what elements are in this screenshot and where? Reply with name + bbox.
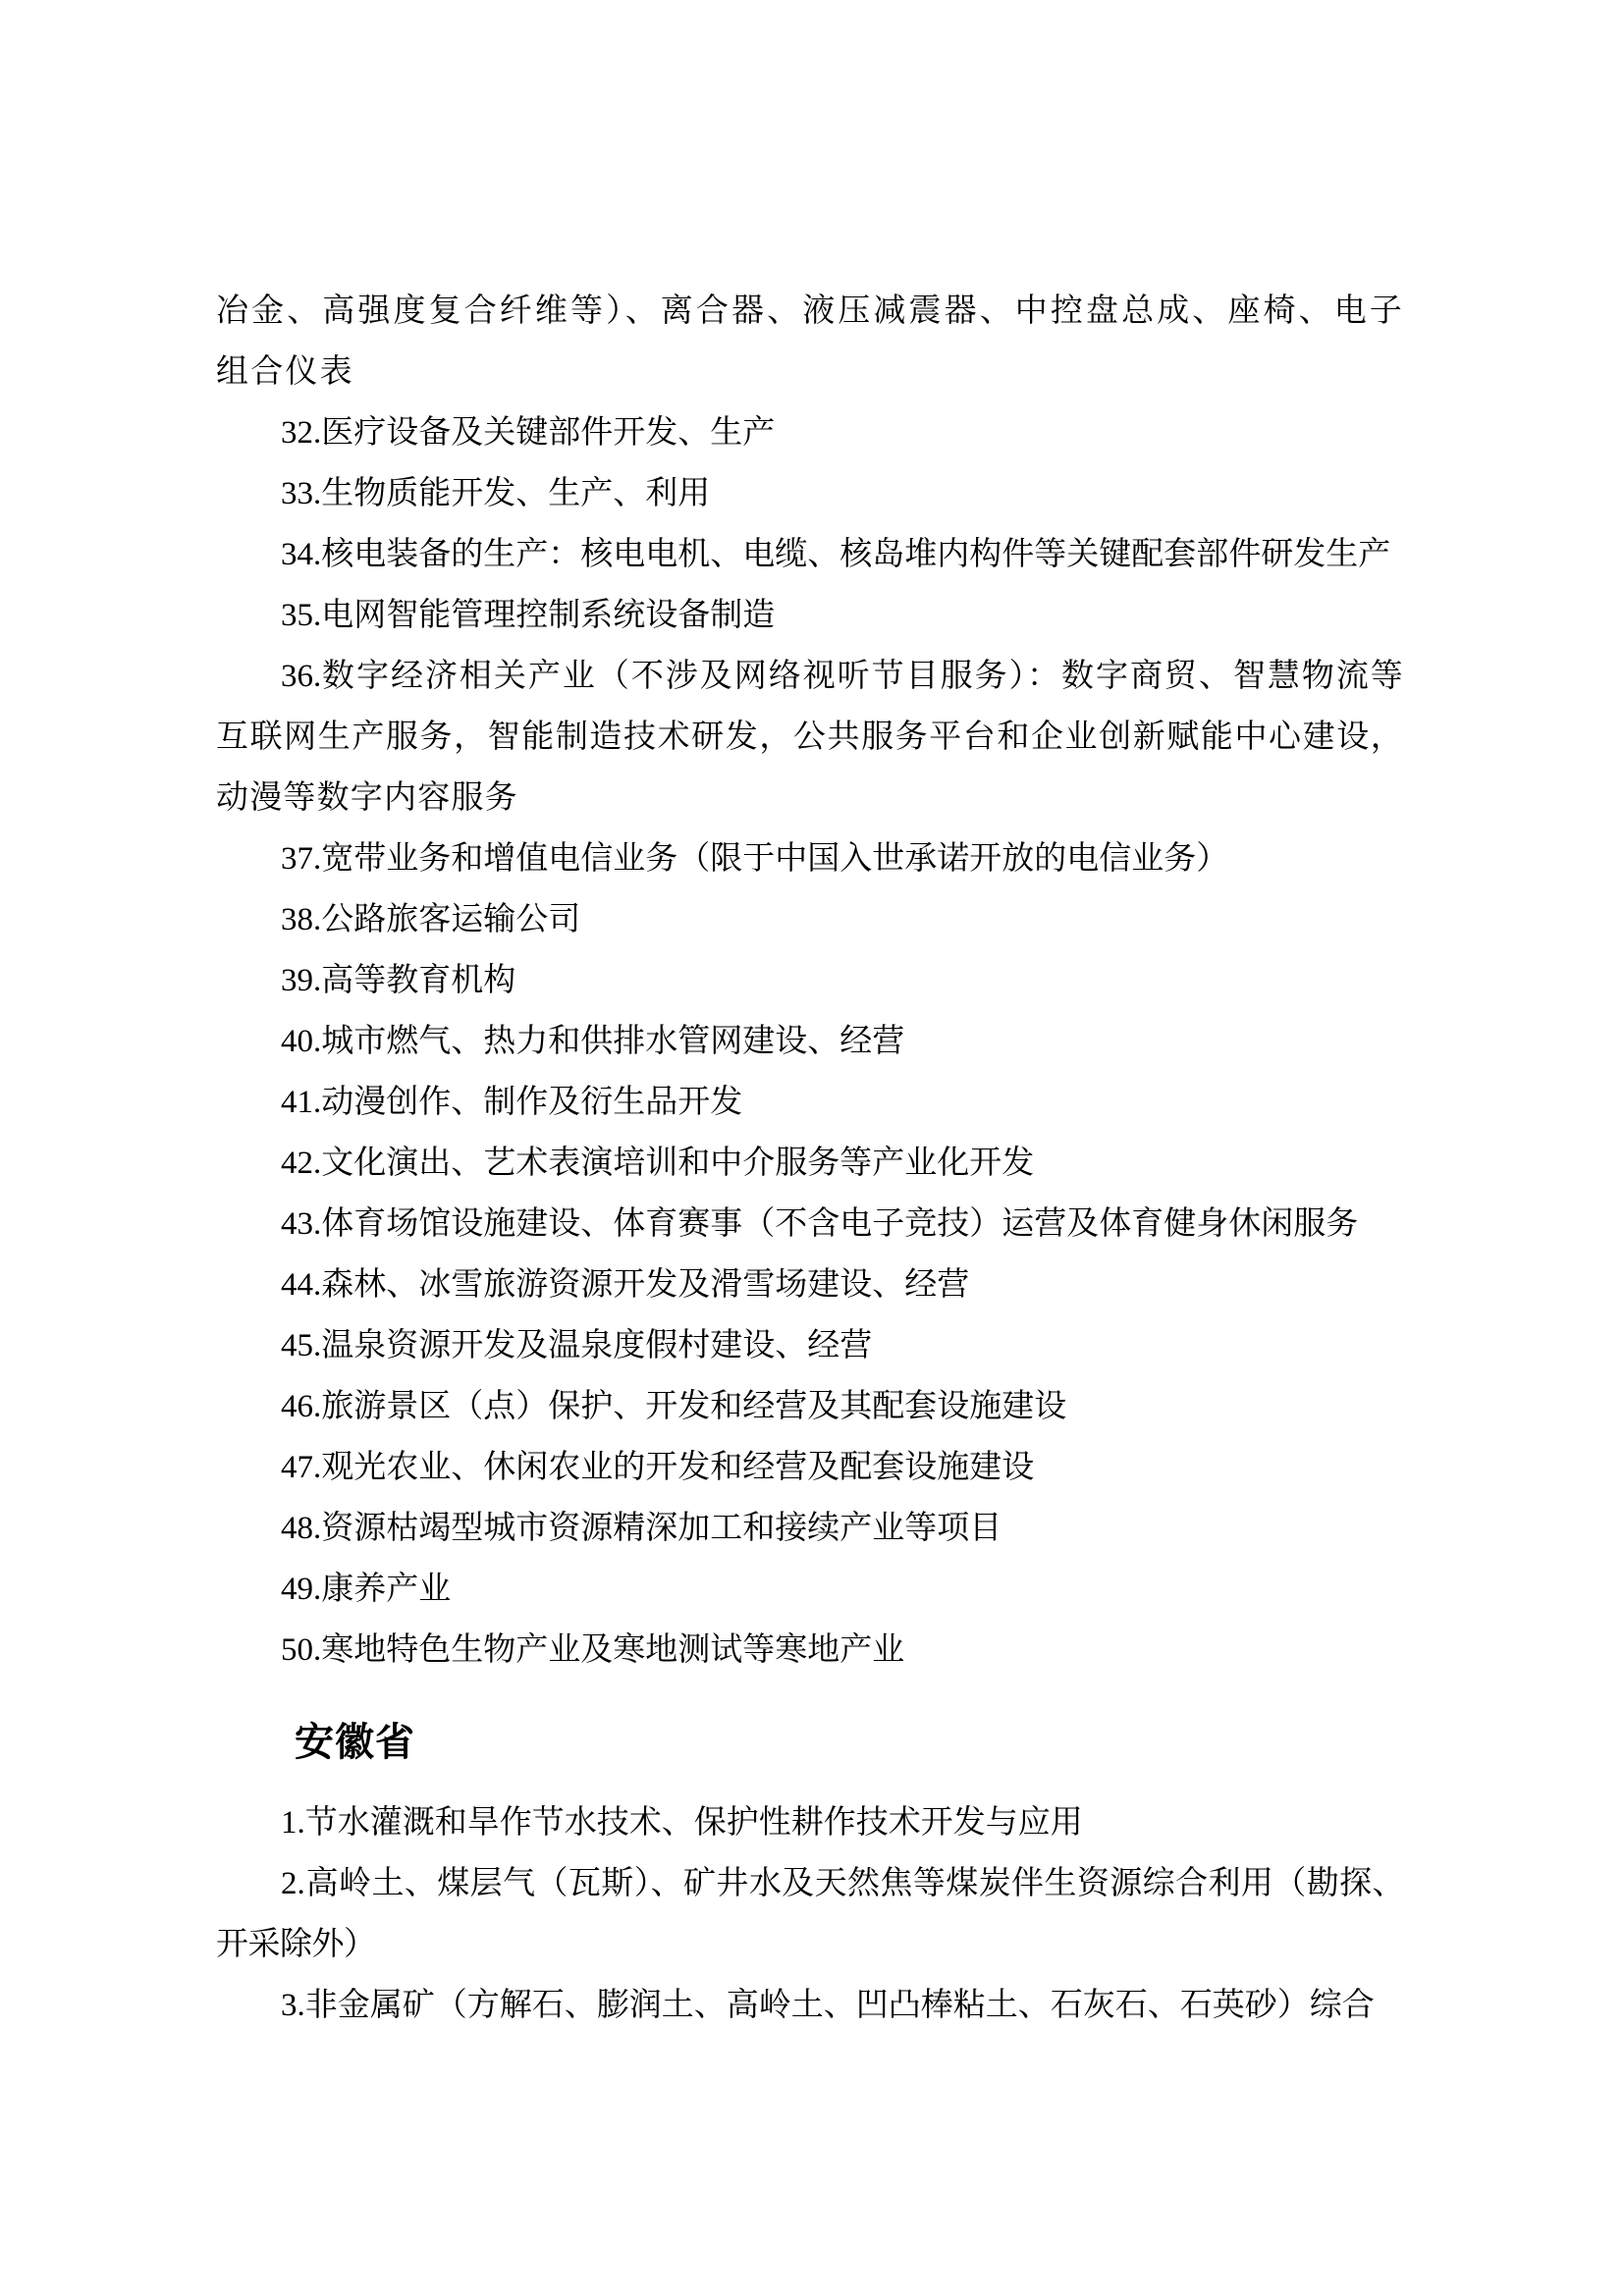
item-text: 节水灌溉和旱作节水技术、保护性耕作技术开发与应用 xyxy=(304,1805,1083,1841)
item-text: 资源枯竭型城市资源精深加工和接续产业等项目 xyxy=(321,1511,1002,1546)
item-number: 36. xyxy=(281,659,322,694)
list-item xyxy=(216,1255,1404,1315)
item-number: 46. xyxy=(281,1389,322,1424)
item-text: 数字经济相关产业（不涉及网络视听节目服务）：数字商贸、智慧物流等互联网生产服务，智能制造技术研发，公共服务平台和企业创新赋能中心建设，动漫等数字内容服务 xyxy=(216,659,1404,816)
item-text: 康养产业 xyxy=(321,1572,452,1607)
item-text: 高岭土、煤层气（瓦斯）、矿井水及天然焦等煤炭伴生资源综合利用（勘探、开采除外） xyxy=(216,1866,1404,1962)
item-number: 42. xyxy=(281,1146,322,1181)
industry-list-anhui xyxy=(216,1792,1404,2036)
list-item xyxy=(216,1792,1404,1853)
item-number: 1. xyxy=(281,1805,305,1841)
item-text: 核电装备的生产：核电电机、电缆、核岛堆内构件等关键配套部件研发生产 xyxy=(321,537,1391,572)
continuation-paragraph: 冶金、高强度复合纤维等）、离合器、液压减震器、中控盘总成、座椅、电子组合仪表 xyxy=(216,294,1404,390)
item-text: 温泉资源开发及温泉度假村建设、经营 xyxy=(321,1328,873,1363)
list-item xyxy=(216,585,1404,646)
list-item xyxy=(216,1376,1404,1437)
list-item xyxy=(216,950,1404,1011)
item-number: 39. xyxy=(281,963,322,998)
list-item xyxy=(216,1133,1404,1194)
item-text: 高等教育机构 xyxy=(321,963,516,998)
item-number: 44. xyxy=(281,1267,322,1303)
list-item xyxy=(216,1072,1404,1133)
item-text: 电网智能管理控制系统设备制造 xyxy=(321,598,776,633)
item-text: 非金属矿（方解石、膨润土、高岭土、凹凸棒粘土、石灰石、石英砂）综合 xyxy=(304,1988,1375,2023)
item-text: 寒地特色生物产业及寒地测试等寒地产业 xyxy=(321,1632,905,1668)
item-text: 动漫创作、制作及衍生品开发 xyxy=(321,1085,743,1120)
list-item xyxy=(216,1853,1404,1975)
item-number: 37. xyxy=(281,841,322,877)
item-number: 35. xyxy=(281,598,322,633)
item-number: 41. xyxy=(281,1085,322,1120)
section-heading-anhui: 安徽省 xyxy=(295,1721,415,1764)
list-item xyxy=(216,1559,1404,1620)
list-item xyxy=(216,1975,1404,2036)
item-text: 体育场馆设施建设、体育赛事（不含电子竞技）运营及体育健身休闲服务 xyxy=(321,1206,1359,1242)
list-item xyxy=(216,1194,1404,1255)
item-text: 旅游景区（点）保护、开发和经营及其配套设施建设 xyxy=(321,1389,1067,1424)
industry-list xyxy=(216,402,1404,1681)
item-text: 观光农业、休闲农业的开发和经营及配套设施建设 xyxy=(321,1450,1035,1485)
list-item xyxy=(216,889,1404,950)
item-number: 40. xyxy=(281,1024,322,1059)
list-item xyxy=(216,1498,1404,1559)
item-number: 38. xyxy=(281,902,322,937)
list-item xyxy=(216,1011,1404,1072)
item-text: 医疗设备及关键部件开发、生产 xyxy=(321,415,776,451)
item-number: 50. xyxy=(281,1632,322,1668)
item-number: 2. xyxy=(281,1866,305,1901)
list-item xyxy=(216,1315,1404,1376)
list-item xyxy=(216,1437,1404,1498)
item-number: 34. xyxy=(281,537,322,572)
item-number: 3. xyxy=(281,1988,305,2023)
list-item xyxy=(216,524,1404,585)
item-number: 45. xyxy=(281,1328,322,1363)
item-text: 公路旅客运输公司 xyxy=(321,902,581,937)
item-number: 32. xyxy=(281,415,322,451)
item-number: 33. xyxy=(281,476,322,511)
item-text: 文化演出、艺术表演培训和中介服务等产业化开发 xyxy=(321,1146,1035,1181)
item-text: 城市燃气、热力和供排水管网建设、经营 xyxy=(321,1024,905,1059)
item-number: 47. xyxy=(281,1450,322,1485)
item-text: 森林、冰雪旅游资源开发及滑雪场建设、经营 xyxy=(321,1267,970,1303)
item-number: 43. xyxy=(281,1206,322,1242)
list-item xyxy=(216,646,1404,828)
list-item xyxy=(216,402,1404,463)
document-body xyxy=(216,281,1404,2036)
item-text: 生物质能开发、生产、利用 xyxy=(321,476,711,511)
item-text: 宽带业务和增值电信业务（限于中国入世承诺开放的电信业务） xyxy=(321,841,1229,877)
item-number: 49. xyxy=(281,1572,322,1607)
list-item xyxy=(216,828,1404,889)
list-item xyxy=(216,1620,1404,1681)
list-item xyxy=(216,463,1404,524)
item-number: 48. xyxy=(281,1511,322,1546)
